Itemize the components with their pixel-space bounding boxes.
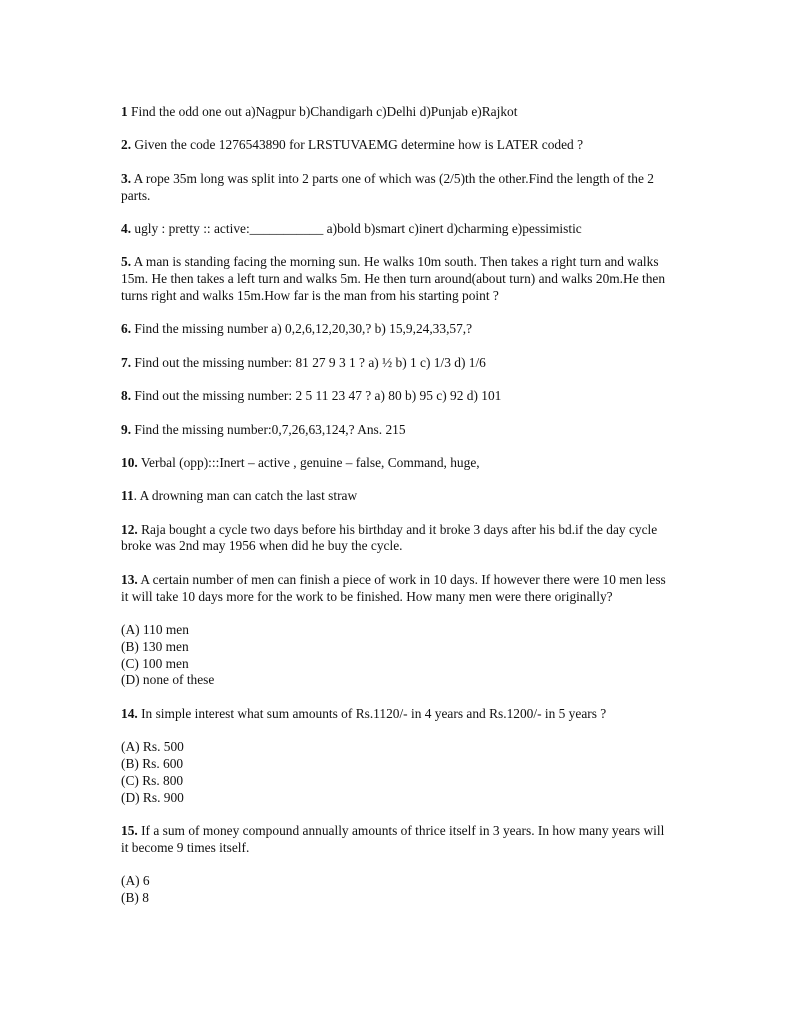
question-number: 2. [121, 137, 132, 153]
question-13 [121, 572, 666, 606]
option-item: (D) none of these [121, 672, 215, 688]
question-text: Find the missing number a) 0,2,6,12,20,30,? b) 15,9,24,33,57,? [131, 321, 473, 337]
option-item: (A) 110 men [121, 622, 189, 638]
question-text: ugly : pretty :: active:___________ a)bold b)smart c)inert d)charming e)pessimistic [131, 220, 582, 236]
question-number: 12. [121, 521, 138, 537]
question-3 [121, 171, 666, 205]
question-number: 10. [121, 454, 138, 470]
question-2 [121, 137, 666, 154]
question-12 [121, 522, 666, 556]
question-text: In simple interest what sum amounts of Rs.1120/- in 4 years and Rs.1200/- in 5 years ? [137, 705, 607, 721]
question-text: Find the missing number:0,7,26,63,124,? Ans. 215 [131, 421, 406, 437]
question-number: 13. [121, 571, 138, 587]
question-text: If a sum of money compound annually amounts of thrice itself in 3 years. In how many years will it become 9 times itself. [121, 823, 665, 855]
question-number: 8. [121, 388, 132, 404]
option-item: (B) 8 [121, 890, 149, 905]
question-9 [121, 422, 666, 439]
question-1 [121, 104, 666, 121]
option-item: (C) Rs. 800 [121, 772, 184, 788]
question-number: 14. [121, 705, 138, 721]
question-14 [121, 706, 666, 723]
document-page [121, 104, 666, 907]
question-text: Find out the missing number: 2 5 11 23 47 ? a) 80 b) 95 c) 92 d) 101 [131, 388, 502, 404]
question-number: 1 [121, 104, 128, 119]
question-number: 9. [121, 421, 132, 437]
question-number: 15. [121, 823, 138, 839]
question-text: Verbal (opp):::Inert – active , genuine – false, Command, huge, [137, 454, 480, 470]
option-item: (D) Rs. 900 [121, 789, 184, 805]
option-item: (B) Rs. 600 [121, 756, 184, 772]
question-10 [121, 455, 666, 472]
question-number: 5. [121, 254, 132, 270]
question-text: A rope 35m long was split into 2 parts one of which was (2/5)th the other.Find the length of the 2 parts. [121, 170, 654, 203]
question-4 [121, 221, 666, 238]
question-number: 11 [121, 488, 134, 504]
question-8 [121, 388, 666, 405]
option-item: (A) 6 [121, 873, 150, 889]
question-number: 3. [121, 170, 132, 186]
options-list-14 [121, 739, 666, 806]
question-6 [121, 321, 666, 338]
question-text: A certain number of men can finish a piece of work in 10 days. If however there were 10 men less it will take 10 days more for the work to be finished. How many men were there originally? [121, 571, 666, 604]
question-text: Given the code 1276543890 for LRSTUVAEMG determine how is LATER coded ? [131, 137, 584, 153]
option-item: (A) Rs. 500 [121, 739, 184, 755]
question-text: A man is standing facing the morning sun. He walks 10m south. Then takes a right turn and walks 15m. He then takes a left turn and walks 5m. He then turn around(about turn) and walks 20m.He then turns right and walks 15m.How far is the man from his starting point ? [121, 254, 666, 303]
option-item: (B) 130 men [121, 638, 189, 654]
options-list-15 [121, 873, 666, 907]
question-text: Raja bought a cycle two days before his birthday and it broke 3 days after his bd.if the day cycle broke was 2nd may 1956 when did he buy the cycle. [121, 521, 658, 554]
question-text: . A drowning man can catch the last straw [133, 488, 358, 504]
option-item: (C) 100 men [121, 655, 189, 671]
question-text: Find out the missing number: 81 27 9 3 1 ? a) ½ b) 1 c) 1/3 d) 1/6 [131, 354, 486, 370]
question-text: Find the odd one out a)Nagpur b)Chandigarh c)Delhi d)Punjab e)Rajkot [127, 104, 518, 119]
question-7 [121, 355, 666, 372]
question-number: 7. [121, 354, 132, 370]
question-5 [121, 254, 666, 304]
options-list-13 [121, 622, 666, 689]
question-number: 6. [121, 321, 132, 337]
question-number: 4. [121, 220, 132, 236]
question-15 [121, 823, 666, 857]
question-11 [121, 488, 666, 505]
